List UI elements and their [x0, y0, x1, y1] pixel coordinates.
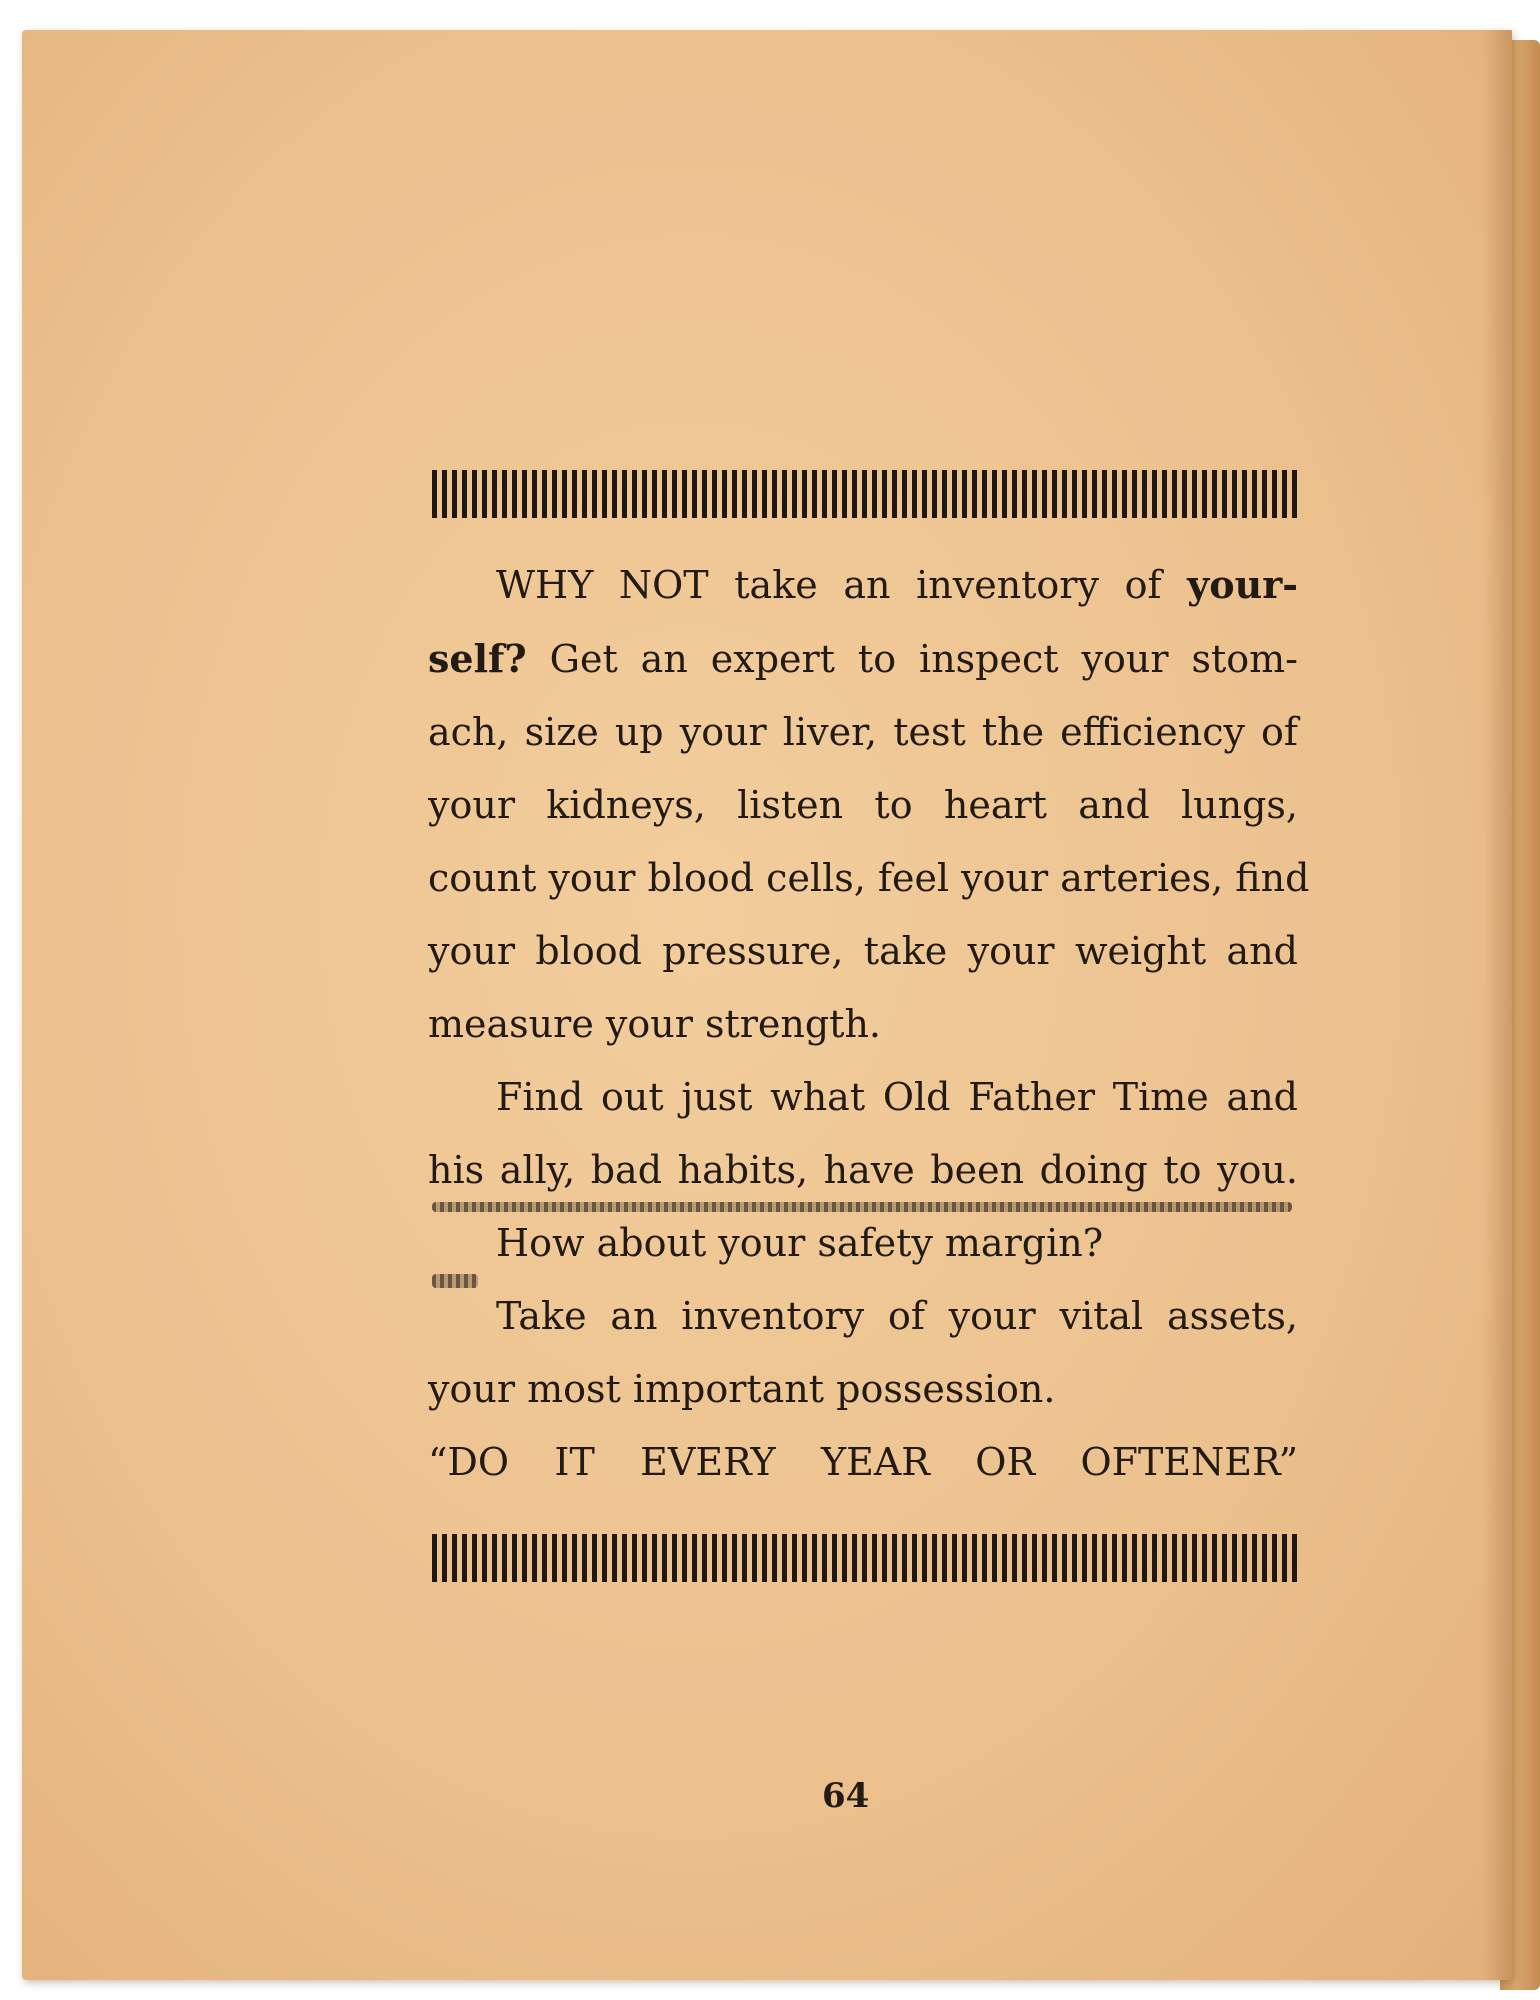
- text-line: measure your strength.: [428, 1002, 881, 1046]
- text-line: [428, 548, 1298, 622]
- closing-line: “DO IT EVERY YEAR OR OFTENER”: [428, 1440, 1298, 1484]
- text-line: his ally, bad habits, have been doing to you.: [428, 1148, 1298, 1192]
- bottom-rule-ornament: [432, 1534, 1300, 1582]
- top-rule-ornament: [432, 470, 1300, 518]
- bold-word: your-: [1187, 562, 1298, 607]
- text-line: How about your safety margin?: [496, 1221, 1104, 1265]
- text-line: Take an inventory of your vital assets,: [496, 1294, 1298, 1338]
- body-text: [428, 548, 1310, 1499]
- bold-word: self?: [428, 636, 527, 681]
- ink-smudge: [432, 1202, 1292, 1212]
- text-line: count your blood cells, feel your arteries, find: [428, 856, 1310, 900]
- text-line: [428, 622, 1298, 696]
- ink-smudge: [432, 1274, 478, 1288]
- line-text: Get an expert to inspect your stom-: [526, 637, 1298, 681]
- booklet-page: [22, 30, 1512, 1980]
- text-line: your kidneys, listen to heart and lungs,: [428, 783, 1298, 827]
- line-text: WHY NOT take an inventory of: [496, 563, 1188, 607]
- text-line: your blood pressure, take your weight and: [428, 929, 1298, 973]
- text-line: ach, size up your liver, test the efficiency of: [428, 710, 1298, 754]
- page-number: 64: [822, 1776, 870, 1816]
- text-line: Find out just what Old Father Time and: [496, 1075, 1298, 1119]
- text-line: your most important possession.: [428, 1367, 1056, 1411]
